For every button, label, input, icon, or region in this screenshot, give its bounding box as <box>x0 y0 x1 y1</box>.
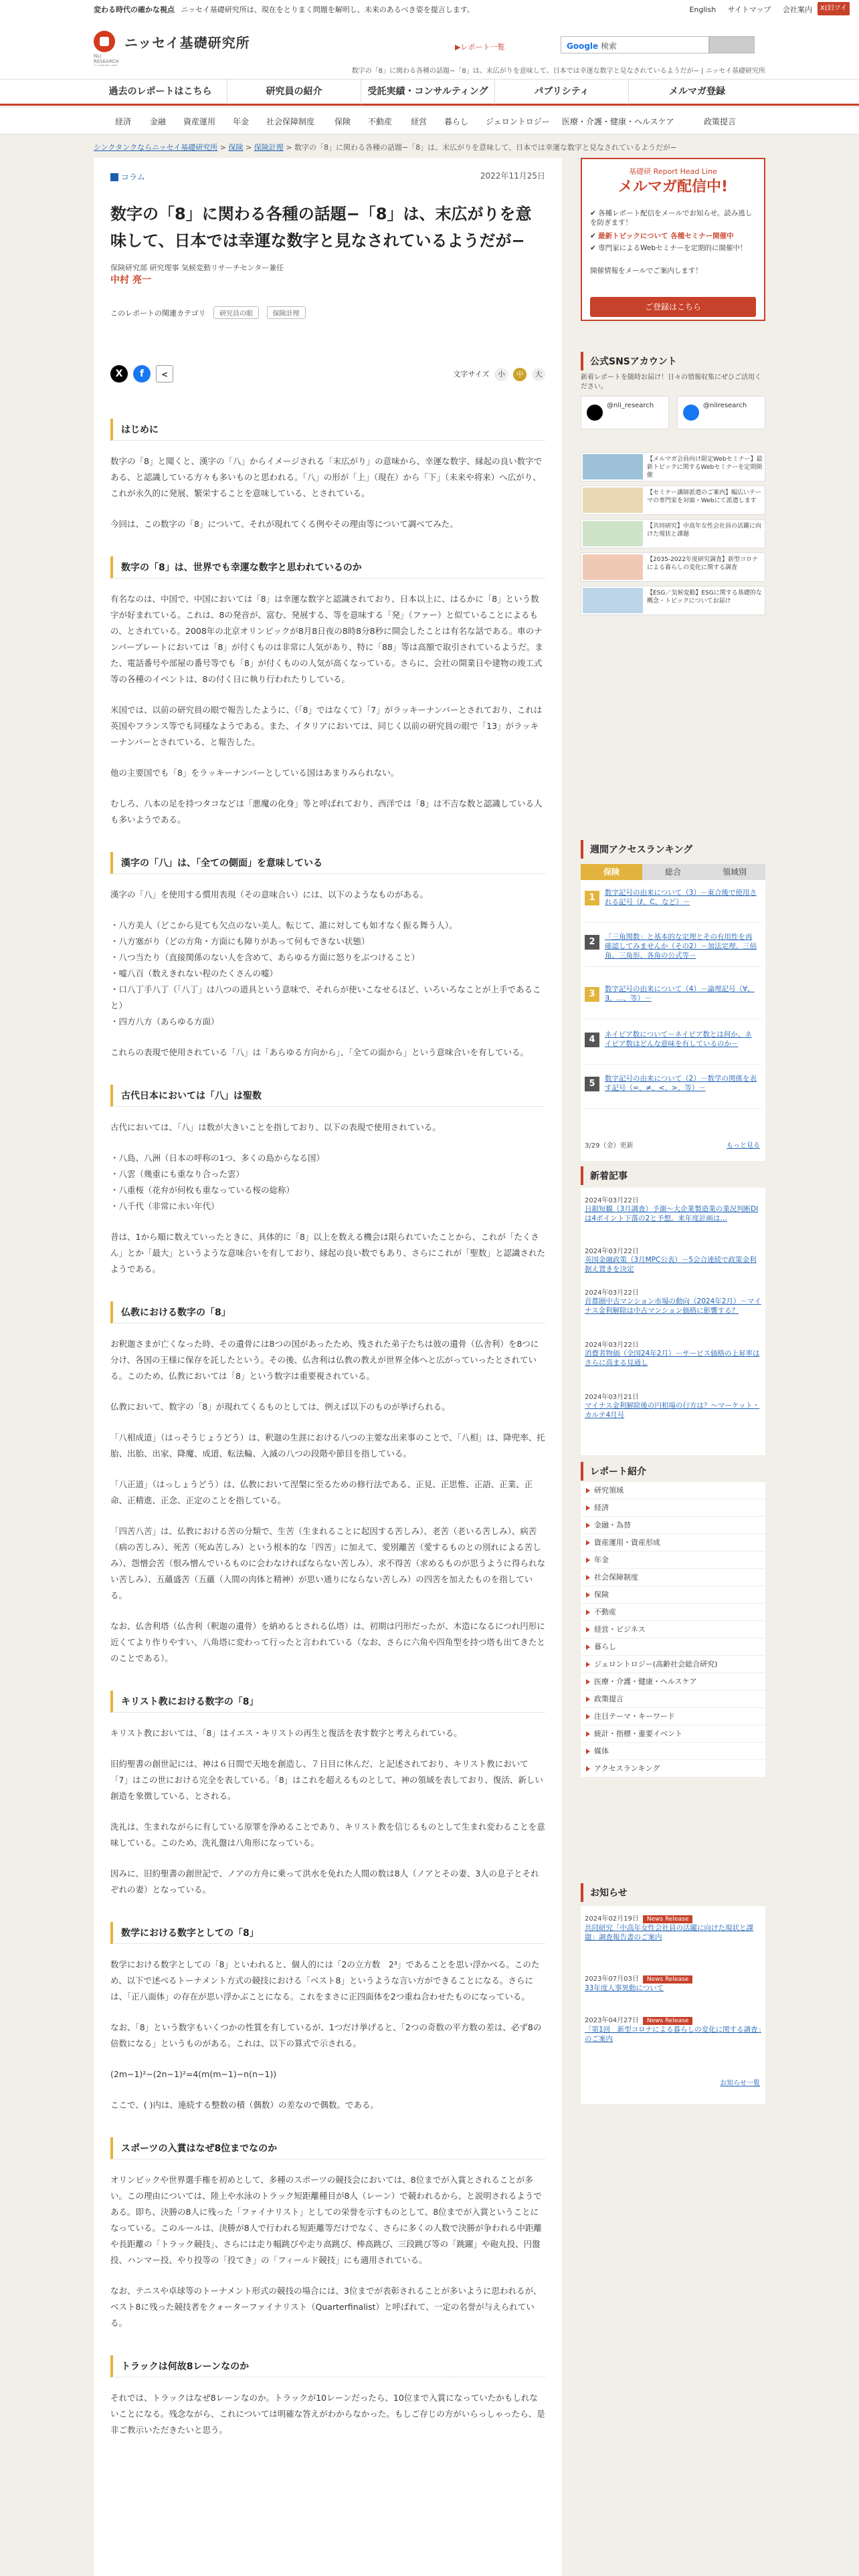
search-button[interactable] <box>709 36 755 53</box>
report-category-item[interactable]: 媒体 <box>581 1743 765 1760</box>
report-category-list <box>581 1482 765 1778</box>
paragraph: 仏教において、数字の「8」が現れてくるものとしては、例えば以下のものが挙げられる。 <box>110 1402 450 1412</box>
paragraph: 旧約聖書の創世記には、神は６日間で天地を創造し、７日目に休んだ、と記述されており、キリスト教において「7」はこの世における完全を表している。「8」はこれを超えるものとして、神の領域を表しており、復活、新しい創造を象徴している、とされる。 <box>110 1759 543 1801</box>
subnav-insurance[interactable]: 保険 <box>335 117 351 126</box>
paragraph: キリスト教においては、「8」はイエス・キリストの再生と復活を表す数字と考えられている。 <box>110 1728 462 1738</box>
paragraph: なお、仏舎利塔（仏舎利（釈迦の遺骨）を納めるとされる仏塔）は、初期は円形だったが、木造になるにつれ円形に近くてより作りやすい、八角塔に変わって行ったと言われている（なお、さらに六角や四角型を持つ塔も出てきたとのことである）。 <box>110 1621 545 1663</box>
related-tag[interactable]: 研究員の眼 <box>213 306 259 319</box>
reports-title: レポート紹介 <box>581 1462 765 1481</box>
search-placeholder: 検索 <box>601 41 617 51</box>
report-category-item[interactable]: ジェロントロジー(高齢社会総合研究) <box>581 1656 765 1673</box>
gnav-researchers[interactable]: 研究員の紹介 <box>227 80 361 104</box>
paragraph: 「八正道」（はっしょうどう）は、仏教において涅槃に至るための修行法である、正見、正思惟、正語、正業、正命、正精進、正念、正定のことを指している。 <box>110 1479 533 1505</box>
paragraph: 古代においては、「八」は数が大きいことを指しており、以下の表現で使用されている。 <box>110 1122 441 1132</box>
subnav-pension[interactable]: 年金 <box>233 117 250 126</box>
mailmag-item: 開催情報をメールでご案内します！ <box>590 267 702 275</box>
section-heading: はじめに <box>110 419 545 441</box>
ranking-tabs <box>581 864 765 880</box>
news-item[interactable]: 2024年03月22日 日銀短観（3月調査）予測～大企業製造業の業況判断DIは4ポイント下落の2と予想。来年度計画は… <box>585 1197 759 1222</box>
gnav-past-reports[interactable]: 過去のレポートはこちら <box>94 80 227 104</box>
sub-nav <box>0 108 859 134</box>
tab-overall[interactable]: 総合 <box>642 864 704 880</box>
font-size-large[interactable]: 大 <box>532 368 545 381</box>
paragraph: お釈迦さまが亡くなった時、その遺骨には8つの国があったため、残された弟子たちは彼の遺骨（仏舎利）を8つに分け、各国の王様に保存を託したという。その後、仏舎利は仏教の教えが世界全体へと広がっていったとされている。このため、仏教においては「8」という数字は重要視されている。 <box>110 1339 539 1381</box>
paragraph: 米国では、以前の研究員の眼で報告したように、（「8」ではなくて）「7」がラッキーナンバーとされており、これは英国やフランス等でも同様なようである。また、イタリアにおいては、同じく以前の研究員の眼で「13」がラッキーナンバーとされている、と報告した。 <box>110 705 543 747</box>
gnav-mailmag[interactable]: メルマガ登録 <box>669 86 725 97</box>
paragraph: (2m−1)²−(2n−1)²=4(m(m−1)−n(n−1)) <box>110 2069 277 2079</box>
breadcrumb-home[interactable]: シンクタンクならニッセイ基礎研究所 <box>94 143 218 152</box>
ranking-title: 週間アクセスランキング <box>581 840 765 859</box>
paragraph: 今回は、この数字の「8」について、それが現れてくる例やその理由等について調べてみた。 <box>110 519 458 529</box>
paragraph: 「八相成道」（はっそうじょうどう）は、釈迦の生涯における八つの主要な出来事のことで、「八相」は、降兜率、托胎、出胎、出家、降魔、成道、転法輪、入滅の八つの段階や節目を指している。 <box>110 1432 545 1459</box>
ranking-item[interactable]: 4 ネイピア数について－ネイピア数とは何か、ネイピア数はどんな意味を有しているのか－ <box>585 1029 761 1065</box>
twitter-button[interactable]: X(旧ツイ <box>818 2 850 15</box>
related-label: このレポートの関連カテゴリ <box>110 309 206 318</box>
gnav-consulting[interactable]: 受託実績・コンサルティング <box>361 80 495 104</box>
banner-thumb <box>583 588 643 613</box>
banner[interactable]: 【ESG／気候変動】ESGに関する基礎的な概念・トピックについてお届け <box>581 586 765 615</box>
site-header <box>0 17 859 66</box>
paragraph: 洗礼は、生まれながらに有している原罪を浄めることであり、キリスト教を信じるものとして生まれ変わることを意味している。このため、洗礼盤は八角形になっている。 <box>110 1822 545 1848</box>
subnav-finance[interactable]: 金融 <box>150 117 167 126</box>
banner[interactable]: 【メルマガ会員向け限定Webセミナー】最新トピックに関するWebセミナーを定期開催 <box>581 452 765 481</box>
paragraph: 有名なのは、中国で、中国においては「8」は幸運な数字と認識されており、日本以上に、はるかに「8」という数字が好まれている。これは、8の発音が、富む、発展する、等を意味する「発」（ファー）と似ていることによるもの、とされている。2008年の北京オリンピックが8月8日夜の8時8分8秒に開会したことは有名な話である。車のナンバープレートにおいては「8」が付くものは非常に人気があり、特に「88」等は高額で取引されているようだ。また、電話番号や部屋の番号等でも「8」が付くものの人気が高くなっている。さらに、会社の開業日や建物の竣工式等の各種のイベントは、8の付く日に執り行われたりしている。 <box>110 594 543 684</box>
share-icon[interactable]: < <box>156 365 173 383</box>
top-bar <box>0 0 859 17</box>
news-item[interactable]: 2024年03月21日 マイナス金利解除後の円相場の行方は？～マーケット・カルテ4月号 <box>585 1394 760 1419</box>
subnav-healthcare[interactable]: 医療・介護・健康・ヘルスケア <box>562 117 674 126</box>
paragraph: なお、テニスや卓球等のトーナメント形式の競技の場合には、3位までが表彰されることが多いように思われるが、ベスト8に残った競技者をクォーターファイナリスト（Quarterfinalist）と呼ばれて、一定の名誉が与えられている。 <box>110 2286 542 2328</box>
banner-thumb <box>583 521 643 546</box>
tab-insurance[interactable]: 保険 <box>581 864 642 880</box>
report-category-item[interactable]: 金融・為替 <box>581 1517 765 1534</box>
subnav-management[interactable]: 経営 <box>411 117 427 126</box>
news-item[interactable]: 2024年03月22日 首都圏中古マンション市場の動向（2024年2月）－マイナス金利解除は中古マンション価格に影響する？ <box>585 1289 761 1315</box>
sns-desc: 新着レポートを随時お届け！日々の情報収集にぜひご活用ください。 <box>581 374 761 391</box>
report-list-link[interactable]: ▶レポート一覧 <box>455 43 505 51</box>
banner[interactable]: 【2035-2022年度研究調査】新型コロナによる暮らしの変化に関する調査 <box>581 552 765 582</box>
subnav-realestate[interactable]: 不動産 <box>368 117 393 126</box>
link-sitemap[interactable]: サイトマップ <box>727 5 771 14</box>
facebook-share-icon[interactable]: f <box>133 365 151 383</box>
notices-box <box>581 1906 765 2104</box>
report-category-item[interactable]: 政策提言 <box>581 1691 765 1708</box>
x-account-link[interactable]: @nli_research <box>581 396 669 429</box>
paragraph: オリンピックや世界選手権を初めとして、多種のスポーツの競技会においては、8位までが入賞とされることが多い。この理由については、陸上や水泳のトラック短距離種目が8人（レーン）で競われるから、と説明されるようである。即ち、決勝の8人に残った「ファイナリスト」としての栄誉を示すものとして、8位までが入賞ということになっている。このルールは、決勝が8人で行われる短距離等だけでなく、さらに多くの人数で決勝が争われる中距離や長距離の「トラック競技」、さらには走り幅跳びや走り高跳び、棒高跳び、三段跳び等の「跳躍」や砲丸投、円盤投、ハンマー投、やり投等の「投てき」の「フィールド競技」にも適用されている。 <box>110 2175 542 2265</box>
paragraph: ・八島、八洲（日本の呼称の1つ、多くの島からなる国） ・八雲（幾重にも重なり合った雲） ・八重桜（花弁が何枚も重なっている桜の総称） ・八千代（非常に永い年代） <box>110 1153 324 1211</box>
search-input[interactable] <box>561 36 709 53</box>
paragraph: 他の主要国でも「8」をラッキーナンバーとしている国はあまりみられない。 <box>110 768 399 778</box>
section-heading: 仏教における数字の「8」 <box>110 1301 545 1323</box>
font-size-small[interactable]: 小 <box>494 368 508 381</box>
breadcrumb-current: 数字の「8」に関わる各種の話題−「8」は、末広がりを意味して、日本では幸運な数字と見なされているようだが− <box>294 143 677 152</box>
report-category-item[interactable]: 不動産 <box>581 1604 765 1621</box>
notice-item[interactable]: 2023年04月27日 News Release 「第1回 新型コロナによる暮らしの変化に関する調査」のご案内 <box>585 2017 761 2043</box>
subnav-living[interactable]: 暮らし <box>444 117 469 126</box>
paragraph: 漢字の「八」を使用する慣用表現（その意味合い）には、以下のようなものがある。 <box>110 889 429 899</box>
section-heading: 数学における数字としての「8」 <box>110 1922 545 1944</box>
facebook-account-link[interactable]: @nliresearch <box>677 396 765 429</box>
utility-links <box>680 4 812 15</box>
logo-mark-icon <box>94 31 115 52</box>
news-item[interactable]: 2024年03月22日 消費者物価（全国24年2月）－サービス価格の上昇率はさらに高まる見通し <box>585 1341 760 1367</box>
paragraph: むしろ、八本の足を持つタコなどは「悪魔の化身」等と呼ばれており、西洋では「8」は不吉な数と認識している人も多いようである。 <box>110 798 543 825</box>
report-category-item[interactable]: 年金 <box>581 1551 765 1569</box>
section-heading: 漢字の「八」は、「全ての側面」を意味している <box>110 852 545 874</box>
paragraph: なお、「8」という数字もいくつかの性質を有しているが、1つだけ挙げると、「2つの奇数の平方数の差は、必ず8の倍数になる」というものがある。これは、以下の算式で示される。 <box>110 2022 542 2048</box>
mailmag-header: 基礎研 Report Head Line <box>629 167 717 176</box>
mailmag-box <box>581 158 765 321</box>
news-box <box>581 1188 765 1455</box>
ranking-item[interactable]: 5 数字記号の由来について（2）－数学の関係を表す記号（=、≠、<、>、等）－ <box>585 1073 761 1109</box>
report-category-item[interactable]: 研究領域 <box>581 1482 765 1499</box>
banner-thumb <box>583 488 643 513</box>
font-size-control <box>450 368 545 381</box>
banner[interactable]: 【共同研究】中高年女性会社員の活躍に向けた現状と課題 <box>581 519 765 548</box>
site-logo[interactable] <box>94 31 126 64</box>
banner-thumb <box>583 454 643 479</box>
report-category-item[interactable]: アクセスランキング <box>581 1760 765 1778</box>
logo-text[interactable]: ニッセイ基礎研究所 <box>124 35 250 51</box>
breadcrumb-insurance[interactable]: 保険 <box>228 143 244 152</box>
notices-title: お知らせ <box>581 1883 765 1902</box>
author-affiliation: 保険研究部 研究理事 気候変動リサーチセンター兼任 <box>110 263 284 272</box>
report-category-item[interactable]: 医療・介護・健康・ヘルスケア <box>581 1673 765 1691</box>
article-container <box>94 158 562 2576</box>
paragraph: これらの表現で使用されている「八」は「あらゆる方向から」、「全ての面から」という意味合いを有している。 <box>110 1047 529 1057</box>
report-category-item[interactable]: 資産運用・資産形成 <box>581 1534 765 1551</box>
x-share-icon[interactable]: X <box>110 365 128 383</box>
section-heading: トラックは何故8レーンなのか <box>110 2355 545 2377</box>
section-heading: 数字の「8」は、世界でも幸運な数字と思われているのか <box>110 556 545 578</box>
report-category-item[interactable]: 統計・指標・重要イベント <box>581 1725 765 1743</box>
paragraph: それでは、トラックはなぜ8レーンなのか。トラックが10レーンだったら、10位まで入賞になっていたかもしれないことになる。残念ながら、これについては明確な答えがわからなかった。もしご存じの方がいらっしゃったら、是非ご教示いただきたいと思う。 <box>110 2393 545 2435</box>
mailmag-register-button[interactable]: ご登録はこちら <box>590 297 756 317</box>
search-brand: Google <box>567 41 599 51</box>
report-category-item[interactable]: 社会保障制度 <box>581 1569 765 1586</box>
section-heading: スポーツの入賞はなぜ8位までなのか <box>110 2137 545 2159</box>
paragraph: ・八方美人（どこから見ても欠点のない美人。転じて、誰に対しても如才なく振る舞う人）。 ・八方塞がり（どの方角・方面にも障りがあって何もできない状態） ・八つ当たり（直接関係のない人を含めて、あらゆる方面に怒りをぶつけること） ・嘘八百（数えきれない程のたくさんの嘘） ・口八丁手八丁（「八丁」は八つの道具という意味で、それらが使いこなせるほど、いろいろなことが上手であること） ・四方八方（あらゆる方面） <box>110 920 541 1027</box>
notice-item[interactable]: 2023年07月03日 News Release 33年度人事異動について <box>585 1973 761 1993</box>
gnav-publicity[interactable]: パブリシティ <box>495 80 629 104</box>
sns-title: 公式SNSアカウント <box>581 352 765 370</box>
paragraph: ここで、( )内は、連続する整数の積（偶数）の差なので偶数。である。 <box>110 2100 379 2110</box>
mailmag-item: ✔ 最新トピックについて 各種セミナー開催中 <box>590 232 734 240</box>
paragraph: 因みに、旧約聖書の創世記で、ノアの方舟に乗って洪水を免れた人間の数は8人（ノアとその妻、3人の息子とそれぞれの妻）となっている。 <box>110 1868 539 1895</box>
author-name[interactable]: 中村 亮一 <box>110 275 151 286</box>
paragraph: 昔は、1から順に数えていったときに、具体的に「8」以上を数える機会は限られていたことから、これが「たくさん」とか「最大」というような意味合いを有しており、縁起の良い数でもあり、さらにこれが「聖数」と認識されたようである。 <box>110 1232 546 1274</box>
report-category-item[interactable]: 経営・ビジネス <box>581 1621 765 1638</box>
related-tag[interactable]: 保険計理 <box>267 306 306 319</box>
notices-more-link[interactable]: お知らせ一覧 <box>720 2080 760 2087</box>
tagline: 変わる時代の確かな視点 ニッセイ基礎研究所は、現在をとりまく問題を解明し、未来のあるべき姿を提言します。 <box>94 5 474 14</box>
paragraph: 「四苦八苦」は、仏教における苦の分類で、生苦（生まれることに起因する苦しみ）、老苦（老いる苦しみ）、病苦（病の苦しみ）、死苦（死ぬ苦しみ）という根本的な「四苦」に加えて、愛別離苦（愛するものとの別れによる苦しみ）、怨憎会苦（恨み憎んでいるものに会わなければならない苦しみ）、求不得苦（求めるものが思うように得られない苦しみ）、五蘊盛苦（五蘊（人間の肉体と精神）が思い通りにならない苦しみ）の四苦を加えたものを指している。 <box>110 1526 546 1600</box>
article-title: 数字の「8」に関わる各種の話題−「8」は、末広がりを意味して、日本では幸運な数字と見なされているようだが− <box>110 205 532 250</box>
section-heading: 古代日本においては「八」は聖数 <box>110 1085 545 1107</box>
section-heading: キリスト教における数字の「8」 <box>110 1691 545 1713</box>
ranking-item[interactable]: 3 数字記号の由来について（4）－論理記号（∀、∃、…、等）－ <box>585 983 761 1019</box>
font-size-medium[interactable]: 中 <box>513 368 527 381</box>
link-company[interactable]: 会社案内 <box>783 5 812 14</box>
breadcrumb: シンクタンクならニッセイ基礎研究所 > 保険 > 保険計理 > 数字の「8」に関わる各種の話題−「8」は、末広がりを意味して、日本では幸運な数字と見なされているようだが− <box>94 143 677 152</box>
subnav-asset[interactable]: 資産運用 <box>183 117 216 126</box>
subnav-economy[interactable]: 経済 <box>115 117 132 126</box>
report-category-item[interactable]: 暮らし <box>581 1638 765 1656</box>
related-categories <box>110 306 306 319</box>
font-size-label: 文字サイズ <box>453 370 490 379</box>
banner[interactable]: 【セミナー講師派遣のご案内】幅広いテーマの専門家を対面・Webにて派遣します <box>581 486 765 515</box>
page-title-line: 数字の「8」に関わる各種の話題−「8」は、末広がりを意味して、日本では幸運な数字と見なされているようだが− | ニッセイ基礎研究所 <box>0 66 859 79</box>
article-date: 2022年11月25日 <box>480 171 545 181</box>
mailmag-item: ✔ 専門家によるWebセミナーを定期的に開催中！ <box>590 244 747 252</box>
tab-field[interactable]: 領域別 <box>704 864 765 880</box>
notice-item[interactable]: 2024年02月19日 News Release 共同研究「中高年女性会社員の活躍に向けた現状と課題」調査報告書のご案内 <box>585 1915 753 1941</box>
global-nav <box>0 79 859 106</box>
mailmag-item: ✔ 各種レポート配信をメールでお知らせ。読み逃しを防ぎます！ <box>590 209 753 227</box>
report-category-item[interactable]: 注目テーマ・キーワード <box>581 1708 765 1725</box>
paragraph: 数学における数字としての「8」といわれると、個人的には「2の立方数 2³」であることを思い浮かべる。このため、以下で述べるトーナメント方式の競技における「ベスト8」というような言い方ができることになる。さらには、「正八面体」の存在が思い浮かぶことになる。これをまさに正四面体を2つ重ね合わせたものになっている。 <box>110 1959 540 2002</box>
news-item[interactable]: 2024年03月22日 英国金融政策（3月MPC公表）－5会合連続で政策金利据え置きを決定 <box>585 1248 757 1273</box>
news-title: 新着記事 <box>581 1166 765 1185</box>
subnav-social-security[interactable]: 社会保障制度 <box>266 117 315 126</box>
article-category[interactable]: コラム <box>110 171 145 183</box>
ranking-box <box>581 864 765 1161</box>
ranking-item[interactable]: 2 「三角関数」と基本的な定理とその有用性を再確認してみませんか（その2）－加法定理、三倍角、三角形、各角の公式等－ <box>585 931 761 967</box>
report-category-item[interactable]: 経済 <box>581 1499 765 1517</box>
banner-thumb <box>583 554 643 580</box>
mailmag-title: メルマガ配信中! <box>617 179 729 195</box>
subnav-gerontology[interactable]: ジェロントロジー <box>486 117 550 126</box>
ranking-item[interactable]: 1 数字記号の由来について（3）－東合後で使用される記号（ℓ、C、など）－ <box>585 887 761 923</box>
ranking-date: 3/29（金）更新 <box>585 1142 634 1150</box>
report-category-item[interactable]: 保険 <box>581 1586 765 1604</box>
share-buttons <box>110 365 179 383</box>
breadcrumb-actuarial[interactable]: 保険計理 <box>254 143 284 152</box>
logo-sub: NLI RESEARCH <box>94 53 119 64</box>
paragraph: 数字の「8」と聞くと、漢字の「八」からイメージされる「末広がり」の意味から、幸運な数字、縁起の良い数字である、と認識している方々も多いものと思われる。「八」の形が「上」（現在）から「下」（未来や将来）へ広がり、これが永久的に発展、繁栄することを意味している、とされている。 <box>110 456 543 498</box>
ranking-more-link[interactable]: もっと見る <box>727 1142 760 1150</box>
subnav-policy[interactable]: 政策提言 <box>704 117 737 126</box>
link-english[interactable]: English <box>689 5 717 14</box>
